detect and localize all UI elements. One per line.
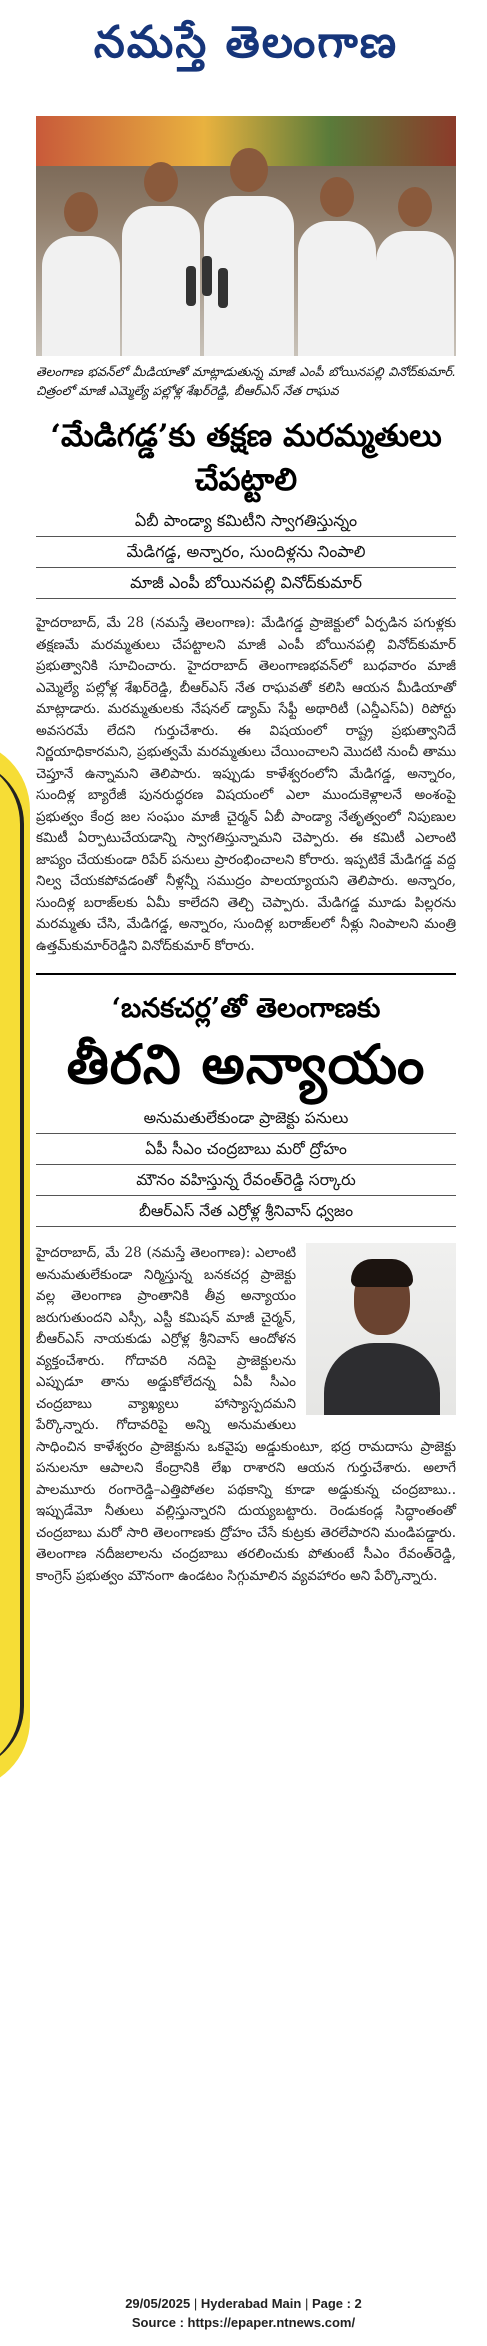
microphone-icon: [202, 256, 212, 296]
leader-portrait: [306, 1243, 456, 1415]
photo-person: [122, 162, 200, 356]
masthead-title: నమస్తే తెలంగాణ: [93, 17, 399, 68]
footer-meta: 29/05/2025 | Hyderabad Main | Page : 2: [125, 2296, 362, 2311]
photo-person: [42, 192, 120, 356]
press-meet-photo: [36, 116, 456, 356]
story2-headline-line2: తీరని అన్యాయం: [66, 1032, 426, 1096]
clipping: [36, 0, 456, 1587]
footer-date: 29/05/2025: [125, 2296, 191, 2311]
photo-person: [204, 148, 294, 356]
story1-body: హైదరాబాద్, మే 28 (నమస్తే తెలంగాణ): మేడిగడ్డ ప్రాజెక్టులో ఏర్పడిన పగుళ్లకు తక్షణమే మరమ్మతులు చేపట్టాలని మాజీ ఎంపీ బోయినపల్లి వినోద్‌కుమార్ ప్రభుత్వానికి సూచించారు. హైదరాబాద్ తెలంగాణభవన్‌లో బుధవారం మాజీ ఎమ్మెల్యే పల్లోళ్ల శేఖర్‌రెడ్డి, బీఆర్‌ఎస్ నేత రాఘవతో కలిసి ఆయన మీడియాతో మాట్లాడారు. మరమ్మతులకు నేషనల్ డ్యామ్ సేఫ్టీ అథారిటీ (ఎన్డీఎస్‌ఏ) రిపోర్టు అవసరమే లేదని గుర్తుచేశారు. ఈ విషయంలో రాష్ట్ర ప్రభుత్వానిదే నిర్ణయాధికారమని, ప్రభుత్వమే మరమ్మతులు చేయించాలని మొదటి నుంచీ తాము చెప్తూనే ఉన్నామని తెలిపారు. ఇప్పుడు కాళేశ్వరంలోని మేడిగడ్డ, అన్నారం, సుందిళ్ల బ్యారేజీ పునరుద్ధరణ విషయంలో ఎలా ముందుకెళ్లాలనే అంశంపై ప్రభుత్వం కేంద్ర జల సంఘం మాజీ చైర్మన్ ఏబీ పాండ్యా నేతృత్వంలో నిపుణుల కమిటీ ఏర్పాటుచేయడాన్ని స్వాగతిస్తున్నామని చెప్పారు. ఈ కమిటీ ఎలాంటి జాప్యం చేయకుండా రిపేర్ పనులు ప్రారంభించాలని కోరారు. ఇప్పటికే మేడిగడ్డ వద్ద నిల్వ చేయకపోవడంతో నీళ్లన్నీ సముద్రం పాలయ్యాయని తెలిపారు. అన్నారం, సుందిళ్ల బరాజ్‌లకు ఏమీ కాలేదని తెల్చి చెప్పారు. మేడిగడ్డ మూడు పిల్లరను మరమ్మతు చేసి, మేడిగడ్డ, అన్నారం, సుందిళ్ల బరాజ్‌లలో నీళ్లు నింపాలని మంత్రి ఉత్తమ్‌కుమార్‌రెడ్డిని వినోద్‌కుమార్ కోరారు.: [36, 615, 456, 954]
clipping-footer: [0, 2294, 487, 2332]
story1-deck-line: ఏబీ పాండ్యా కమిటీని స్వాగతిస్తున్నం: [36, 506, 456, 537]
story1-deck: [36, 506, 456, 599]
story2-content: [36, 1243, 456, 1587]
story2-body: హైదరాబాద్, మే 28 (నమస్తే తెలంగాణ): ఎలాంటి అనుమతులేకుండా నిర్మిస్తున్న బనకచర్ల ప్రాజెక్టు వల్ల తెలంగాణ ప్రాంతానికి తీవ్ర అన్యాయం జరుగుతుందని ఎస్సీ, ఎస్టీ కమిషన్ మాజీ చైర్మన్, బీఆర్‌ఎస్ నాయకుడు ఎర్రోళ్ల శ్రీనివాస్ ఆందోళన వ్యక్తంచేశారు. గోదావరి నదిపై ప్రాజెక్టులను ఎప్పుడూ తాను అడ్డుకోలేదన్న ఏపీ సీఎం చంద్రబాబు వ్యాఖ్యలు హాస్యాస్పదమని పేర్కొన్నారు. గోదావరిపై అన్ని అనుమతులు సాధించిన కాళేశ్వరం ప్రాజెక్టును ఒకవైపు అడ్డుకుంటూ, భద్ర రామదాసు ప్రాజెక్టు పనులనూ ఆపాలని కేంద్రానికి లేఖ రాశారని ఆయన గుర్తుచేశారు. అలాగే పాలమూరు రంగారెడ్డి–ఎత్తిపోతల పథకాన్ని కూడా అడ్డుకున్న చంద్రబాబు.. ఇప్పుడేమో నీతులు వల్లిస్తున్నారని దుయ్యబట్టారు. రెండుకండ్ల సిద్ధాంతంతో చంద్రబాబు మరో సారి తెలంగాణకు ద్రోహం చేసే కుట్రకు తెరలేపారని మండిపడ్డారు. తెలంగాణ నదీజలాలను చంద్రబాబు తరలించుకు పోతుంటే సీఎం రేవంత్‌రెడ్డి, కాంగ్రెస్ ప్రభుత్వం మౌనంగా ఉండటం సిగ్గుమాలిన వ్యవహారం అని పేర్కొన్నారు.: [36, 1245, 456, 1584]
footer-edition: Hyderabad Main: [200, 2296, 302, 2311]
decorative-yellow-outline: [0, 760, 24, 1770]
footer-source: Source : https://epaper.ntnews.com/: [131, 2315, 356, 2330]
story2-deck-line: మౌనం వహిస్తున్న రేవంత్‌రెడ్డి సర్కారు: [36, 1165, 456, 1196]
footer-page: Page : 2: [311, 2296, 362, 2311]
microphone-icon: [218, 268, 228, 308]
microphone-icon: [186, 266, 196, 306]
story1-deck-line: మాజీ ఎంపీ బోయినపల్లి వినోద్‌కుమార్: [36, 568, 456, 599]
photo-person: [298, 177, 376, 356]
story2-deck-line: ఏపీ సీఎం చంద్రబాబు మరో ద్రోహం: [36, 1134, 456, 1165]
story2-headline-line1: ‘బనకచర్ల’తో తెలంగాణకు: [111, 993, 381, 1024]
story-separator: [36, 973, 456, 975]
story2-deck: [36, 1103, 456, 1227]
photo-person: [376, 187, 454, 356]
story1-deck-line: మేడిగడ్డ, అన్నారం, సుందిళ్లను నింపాలి: [36, 537, 456, 568]
story1-headline: ‘మేడిగడ్డ’కు తక్షణ మరమ్మతులు చేపట్టాలి: [50, 418, 442, 498]
story2-deck-line: బీఆర్‌ఎస్ నేత ఎర్రోళ్ల శ్రీనివాస్ ధ్వజం: [36, 1196, 456, 1227]
story2-deck-line: అనుమతులేకుండా ప్రాజెక్టు పనులు: [36, 1103, 456, 1134]
photo-caption: తెలంగాణ భవన్‌లో మీడియాతో మాట్లాడుతున్న మాజీ ఎంపీ బోయినపల్లి వినోద్‌కుమార్. చిత్రంలో మాజీ ఎమ్మెల్యే పల్లోళ్ల శేఖర్‌రెడ్డి, బీఆర్‌ఎస్ నేత రాఘవ: [36, 364, 456, 398]
